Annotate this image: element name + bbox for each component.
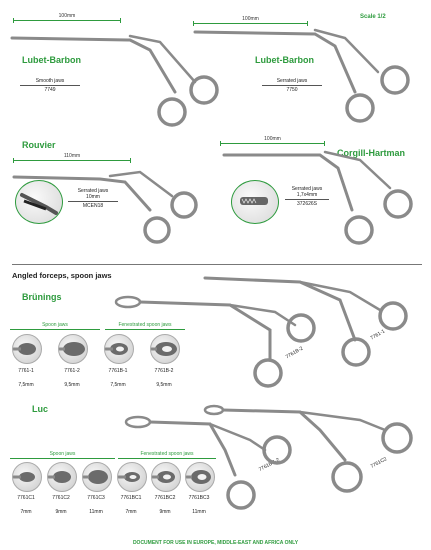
- jaws-type: Serrated jaws: [291, 186, 323, 192]
- product-code: 7761B-2: [154, 368, 174, 374]
- jaw-size: 10mm: [86, 194, 100, 200]
- fenestrated-spoon-jaw-image: [151, 462, 181, 492]
- jaw-size: 7mm: [125, 509, 137, 515]
- jaw-size: 9mm: [159, 509, 171, 515]
- length-label: 100mm: [264, 136, 281, 142]
- product-code: 7761-2: [64, 368, 80, 374]
- product-code: 7761C2: [52, 495, 70, 501]
- group-header: Fenestrated spoon jaws: [118, 451, 216, 459]
- jaw-size: 7,5mm: [110, 382, 126, 388]
- jaw-size: 9mm: [55, 509, 67, 515]
- spoon-jaw-image: [12, 334, 42, 364]
- jaws-type: Serrated jaws: [276, 78, 308, 84]
- spoon-jaw-image: [47, 462, 77, 492]
- group-header: Spoon jaws: [10, 322, 100, 330]
- instrument-callout: 7761BC-2: [257, 457, 281, 473]
- spoon-jaw-image: [58, 334, 88, 364]
- lubet-barbon-smooth-forceps: [12, 36, 217, 125]
- spoon-jaw-image: [82, 462, 112, 492]
- instrument-callout: 7761-1: [369, 328, 387, 342]
- length-label: 100mm: [242, 16, 259, 22]
- jaws-type: Serrated jaws: [77, 188, 109, 194]
- jaw-size: 9,5mm: [64, 382, 80, 388]
- fenestrated-spoon-jaw-image: [185, 462, 215, 492]
- spoon-jaw-image: [12, 462, 42, 492]
- brunings-forceps-7761-1: [205, 278, 406, 365]
- fenestrated-spoon-jaw-image: [117, 462, 147, 492]
- corgill-hartman-forceps: [224, 152, 411, 243]
- instrument-drawings: [0, 0, 431, 260]
- section-title: Angled forceps, spoon jaws: [12, 271, 112, 280]
- section-divider: [12, 264, 422, 265]
- instrument-callout: 7761B-2: [284, 345, 305, 361]
- instrument-name: Lubet-Barbon: [255, 55, 314, 65]
- jaw-size: 7,5mm: [18, 382, 34, 388]
- product-code: 7749: [44, 87, 56, 93]
- product-code: 7761C1: [17, 495, 35, 501]
- length-label: 100mm: [58, 13, 76, 19]
- product-code: MCEN18: [82, 203, 104, 209]
- model-name: Brünings: [22, 292, 62, 302]
- jaw-size: 9,5mm: [156, 382, 172, 388]
- product-code: 7761C3: [87, 495, 105, 501]
- jaw-size: 1,7x4mm: [296, 192, 318, 198]
- footer-disclaimer: DOCUMENT FOR USE IN EUROPE, MIDDLE-EAST AND AFRICA ONLY: [132, 540, 299, 546]
- fenestrated-spoon-jaw-image: [150, 334, 180, 364]
- product-code: 7761B-1: [108, 368, 128, 374]
- instrument-callout: 7761C2: [369, 456, 388, 470]
- jaws-type: Smooth jaws: [35, 78, 65, 84]
- model-name: Luc: [32, 404, 49, 414]
- product-code: 7761BC1: [120, 495, 142, 501]
- lubet-barbon-serrated-forceps: [195, 30, 408, 121]
- group-header: Fenestrated spoon jaws: [105, 322, 185, 330]
- group-header: Spoon jaws: [10, 451, 115, 459]
- jaw-size: 7mm: [20, 509, 32, 515]
- instrument-name: Corgill-Hartman: [337, 148, 406, 158]
- jaw-size: 11mm: [89, 509, 103, 515]
- product-code: 372626S: [296, 201, 318, 207]
- instrument-name: Rouvier: [22, 140, 56, 150]
- length-label: 110mm: [63, 153, 81, 159]
- product-code: 7761BC3: [188, 495, 210, 501]
- jaw-size: 11mm: [192, 509, 206, 515]
- luc-forceps-7761C2: [205, 406, 411, 491]
- product-code: 7761BC2: [154, 495, 176, 501]
- fenestrated-spoon-jaw-image: [104, 334, 134, 364]
- instrument-name: Lubet-Barbon: [22, 55, 81, 65]
- brunings-forceps-7761B-2: [116, 297, 314, 386]
- product-code: 7750: [286, 87, 298, 93]
- rouvier-forceps: [14, 172, 196, 242]
- scale-label: Scale 1/2: [360, 14, 386, 20]
- product-code: 7761-1: [18, 368, 34, 374]
